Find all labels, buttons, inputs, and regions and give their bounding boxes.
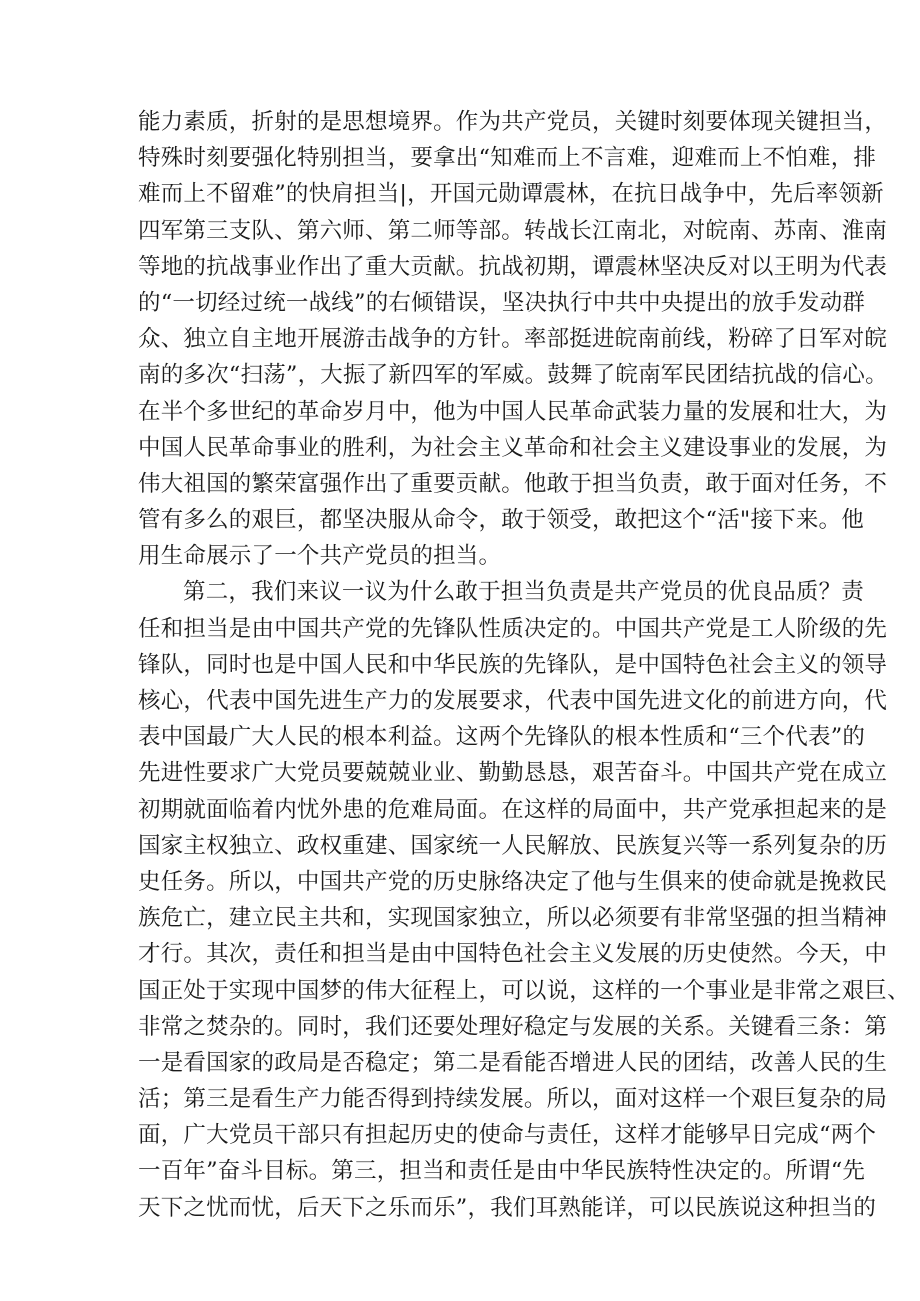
text-line: 一百年”奋斗目标。第三，担当和责任是由中华民族特性决定的。所谓“先 — [138, 1158, 866, 1185]
text-line: 才行。其次，责任和担当是由中国特色社会主义发展的历史使然。今天，中 — [138, 941, 888, 968]
text-line: 管有多么的艰巨，都坚决服从命令，敢于领受，敢把这个“活"接下来。他 — [138, 507, 864, 534]
text-line: 天下之忧而忧，后天下之乐而乐”，我们耳熟能详，可以民族说这种担当的 — [138, 1194, 877, 1221]
body-text — [138, 104, 910, 1226]
text-line: 众、独立自主地开展游击战争的方针。率部挺进皖南前线，粉碎了日军对皖 — [138, 326, 888, 353]
text-line: 非常之焚杂的。同时，我们还要处理好稳定与发展的关系。关键看三条：第 — [138, 1013, 888, 1040]
text-line: 用生命展示了一个共产党员的担当。 — [138, 543, 502, 570]
text-line: 难而上不留难”的快肩担当|，开国元勋谭震林，在抗日战争中，先后率领新 — [138, 181, 884, 208]
text-line: 任和担当是由中国共产党的先锋队性质决定的。中国共产党是工人阶级的先 — [138, 615, 888, 642]
text-line: 等地的抗战事业作出了重大贡献。抗战初期，谭震林坚决反对以王明为代表 — [138, 253, 888, 280]
text-line: 四军第三支队、第六师、第二师等部。转战长江南北，对皖南、苏南、淮南 — [138, 217, 888, 244]
text-line: 在半个多世纪的革命岁月中，他为中国人民革命武装力量的发展和壮大，为 — [138, 398, 888, 425]
text-line: 族危亡，建立民主共和，实现国家独立，所以必须要有非常坚强的担当精神 — [138, 905, 888, 932]
text-line: 中国人民革命事业的胜利，为社会主义革命和社会主义建设事业的发展，为 — [138, 434, 888, 461]
text-line: 的“一切经过统一战线”的右倾错误，坚决执行中共中央提出的放手发动群 — [138, 289, 866, 316]
text-line: 核心，代表中国先进生产力的发展要求，代表中国先进文化的前进方向，代 — [138, 688, 888, 714]
text-line: 伟大祖国的繁荣富强作出了重要贡献。他敢于担当负责，敢于面对任务，不 — [138, 470, 888, 497]
text-line: 史任务。所以，中国共产党的历史脉络决定了他与生俱来的使命就是挽救民 — [138, 868, 888, 895]
text-line: 国家主权独立、政权重建、国家统一人民解放、民族复兴等一系列复杂的历 — [138, 832, 888, 859]
text-line: 活；第三是看生产力能否得到持续发展。所以，面对这样一个艰巨复杂的局 — [138, 1086, 888, 1113]
text-line: 特殊时刻要强化特别担当，要拿出“知难而上不言难，迎难而上不怕难，排 — [138, 145, 877, 172]
text-line: 锋队，同时也是中国人民和中华民族的先锋队，是中国特色社会主义的领导 — [138, 651, 888, 678]
text-line: 面，广大党员干部只有担起历史的使命与责任，这样才能够早日完成“两个 — [138, 1122, 877, 1149]
text-line: 初期就面临着内忧外患的危难局面。在这样的局面中，共产党承担起来的是 — [138, 796, 888, 823]
text-line: 能力素质，折射的是思想境界。作为共产党员，关键时刻要体现关键担当， — [138, 109, 888, 135]
text-line: 一是看国家的政局是否稳定；第二是看能否增进人民的团结，改善人民的生 — [138, 1049, 888, 1076]
text-line: 表中国最广大人民的根本利益。这两个先锋队的根本性质和“三个代表”的 — [138, 724, 866, 751]
text-line: 南的多次“扫荡”，大振了新四军的军威。鼓舞了皖南军民团结抗战的信心。 — [138, 362, 888, 389]
text-line: 国正处于实现中国梦的伟大征程上，可以说，这样的一个事业是非常之艰巨、 — [138, 977, 910, 1004]
text-line: 先进性要求广大党员要兢兢业业、勤勤恳恳，艰苦奋斗。中国共产党在成立 — [138, 760, 888, 787]
paragraph-start-line: 第二，我们来议一议为什么敢于担当负责是共产党员的优良品质？责 — [183, 579, 865, 606]
